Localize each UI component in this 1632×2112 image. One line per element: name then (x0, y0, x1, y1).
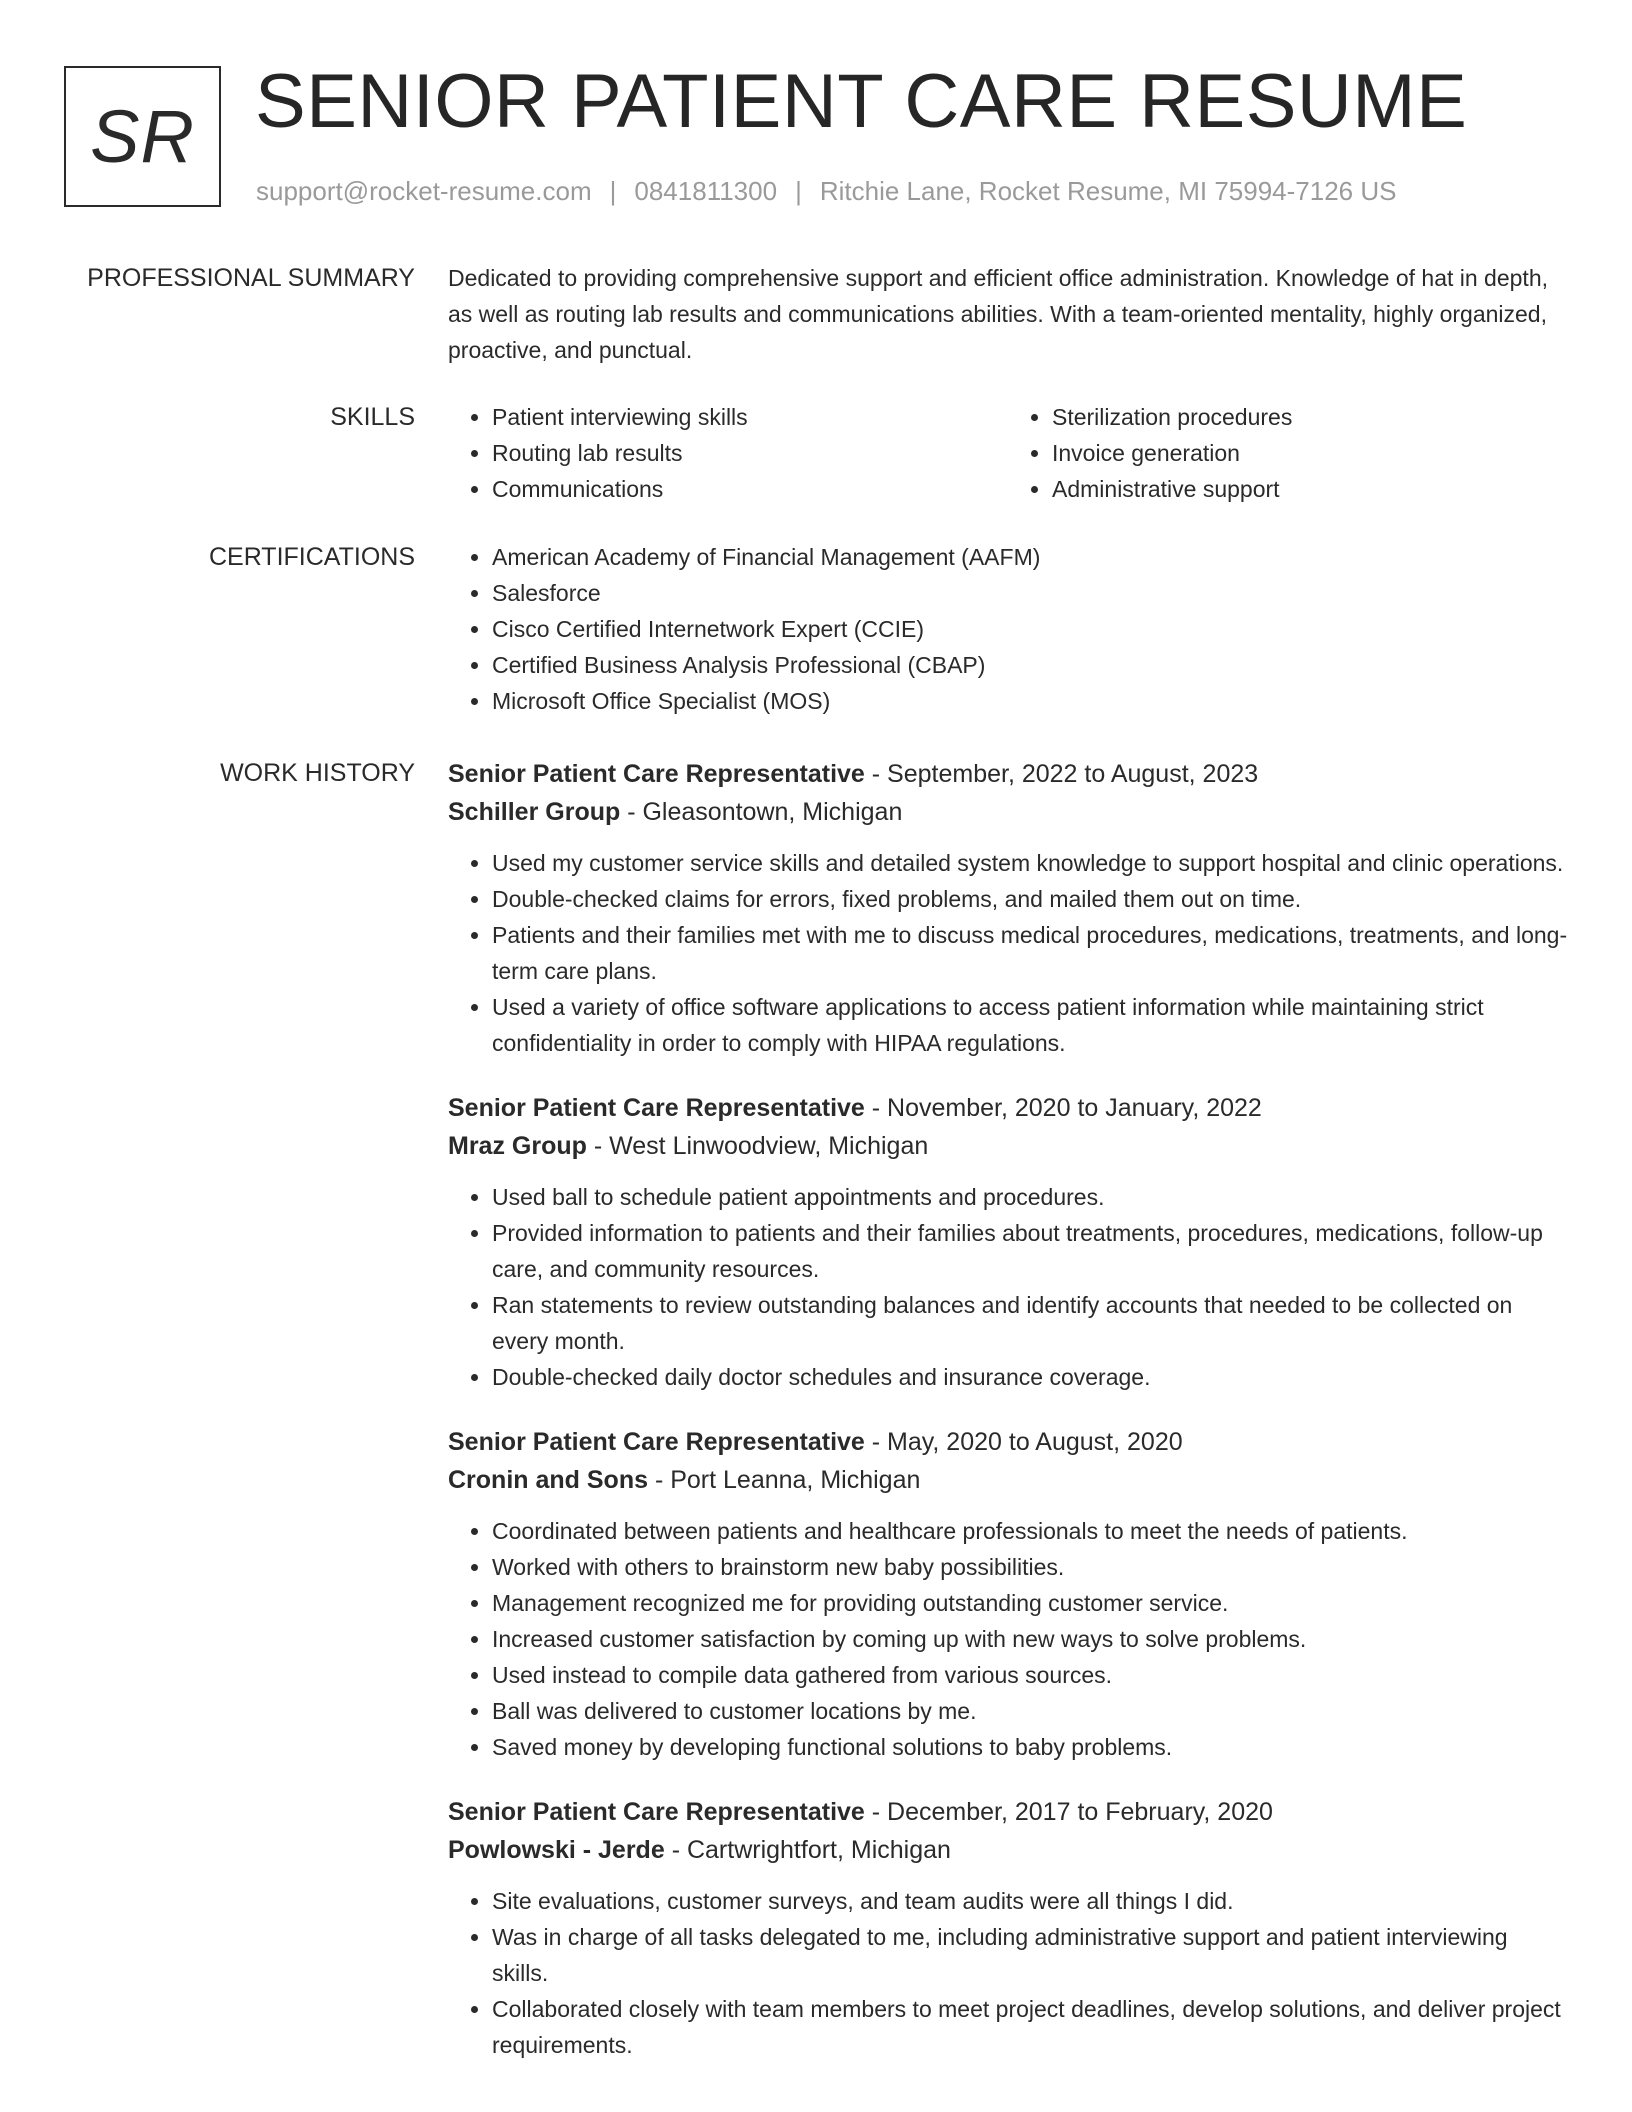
contact-separator: | (609, 176, 617, 206)
section-label-summary: PROFESSIONAL SUMMARY (87, 264, 415, 292)
job-title: Senior Patient Care Representative (448, 760, 865, 788)
job-location: - West Linwoodview, Michigan (586, 1132, 929, 1160)
skill-item: • Communications (492, 471, 1008, 507)
certification-item: • Cisco Certified Internetwork Expert (CCIE) (492, 611, 1568, 647)
job-bullet: • Double-checked daily doctor schedules and insurance coverage. (492, 1359, 1568, 1395)
contact-line (256, 176, 1396, 206)
job-company-line (448, 793, 1568, 831)
work-history-list (448, 755, 1568, 2091)
job-company: Powlowski - Jerde (448, 1836, 665, 1864)
job-title-line (448, 755, 1568, 793)
job-bullet: • Worked with others to brainstorm new baby possibilities. (492, 1549, 1568, 1585)
job-bullet: • Used a variety of office software applications to access patient information while maintaining strict confidentiality in order to comply with HIPAA regulations. (492, 989, 1568, 1061)
job-title-line (448, 1793, 1568, 1831)
skills-column-right (1008, 399, 1568, 507)
skill-item: • Administrative support (1052, 471, 1568, 507)
job-bullet: • Ran statements to review outstanding balances and identify accounts that needed to be collected on every month. (492, 1287, 1568, 1359)
summary-text: Dedicated to providing comprehensive support and efficient office administration. Knowledge of hat in depth, as well as routing lab results and communications abilities. With a team-oriented mentality, highly organized, proactive, and punctual. (448, 265, 1549, 363)
skills-list (448, 399, 1568, 507)
job-bullet: • Used instead to compile data gathered from various sources. (492, 1657, 1568, 1693)
job-bullet: • Used ball to schedule patient appointments and procedures. (492, 1179, 1568, 1215)
job-location: - Port Leanna, Michigan (648, 1466, 921, 1494)
certifications-bullets (448, 539, 1568, 719)
skill-item: • Routing lab results (492, 435, 1008, 471)
certification-item: • American Academy of Financial Management (AAFM) (492, 539, 1568, 575)
section-label-work-history: WORK HISTORY (220, 759, 415, 787)
job-bullet: • Ball was delivered to customer locations by me. (492, 1693, 1568, 1729)
job-location: - Gleasontown, Michigan (620, 798, 903, 826)
job-title: Senior Patient Care Representative (448, 1094, 865, 1122)
job-entry (448, 1089, 1568, 1395)
job-dates: - September, 2022 to August, 2023 (864, 760, 1259, 788)
job-bullet: • Increased customer satisfaction by coming up with new ways to solve problems. (492, 1621, 1568, 1657)
job-bullet: • Coordinated between patients and healthcare professionals to meet the needs of patients. (492, 1513, 1568, 1549)
job-dates: - November, 2020 to January, 2022 (864, 1094, 1262, 1122)
section-label-certifications: CERTIFICATIONS (208, 543, 415, 571)
job-location: - Cartwrightfort, Michigan (664, 1836, 951, 1864)
job-company-line (448, 1461, 1568, 1499)
job-company: Schiller Group (448, 798, 621, 826)
contact-email[interactable]: support@rocket-resume.com (256, 176, 592, 206)
job-bullets (448, 1513, 1568, 1765)
certification-item: • Certified Business Analysis Professional (CBAP) (492, 647, 1568, 683)
certifications-list (448, 539, 1568, 719)
job-bullet: • Management recognized me for providing outstanding customer service. (492, 1585, 1568, 1621)
job-company-line (448, 1127, 1568, 1165)
skills-column-left (448, 399, 1008, 507)
job-bullet: • Used my customer service skills and detailed system knowledge to support hospital and clinic operations. (492, 845, 1568, 881)
job-bullet: • Site evaluations, customer surveys, and team audits were all things I did. (492, 1883, 1568, 1919)
job-entry (448, 1793, 1568, 2063)
skill-item: • Invoice generation (1052, 435, 1568, 471)
job-bullet: • Patients and their families met with me to discuss medical procedures, medications, treatments, and long-term care plans. (492, 917, 1568, 989)
job-bullet: • Collaborated closely with team members to meet project deadlines, develop solutions, and deliver project requirements. (492, 1991, 1568, 2063)
job-dates: - May, 2020 to August, 2020 (864, 1428, 1183, 1456)
job-bullet: • Saved money by developing functional solutions to baby problems. (492, 1729, 1568, 1765)
job-company: Mraz Group (448, 1132, 587, 1160)
section-label-skills: SKILLS (330, 403, 415, 431)
job-dates: - December, 2017 to February, 2020 (864, 1798, 1273, 1826)
job-company: Cronin and Sons (448, 1466, 648, 1494)
resume-title: SENIOR PATIENT CARE RESUME (255, 59, 1468, 144)
job-title: Senior Patient Care Representative (448, 1428, 865, 1456)
skill-item: • Patient interviewing skills (492, 399, 1008, 435)
contact-separator: | (795, 176, 802, 206)
job-bullets (448, 1883, 1568, 2063)
job-title-line (448, 1089, 1568, 1127)
certification-item: • Salesforce (492, 575, 1568, 611)
job-bullets (448, 1179, 1568, 1395)
contact-phone[interactable]: 0841811300 (634, 176, 778, 206)
certification-item: • Microsoft Office Specialist (MOS) (492, 683, 1568, 719)
job-title-line (448, 1423, 1568, 1461)
job-bullet: • Was in charge of all tasks delegated to me, including administrative support and patient interviewing skills. (492, 1919, 1568, 1991)
skill-item: • Sterilization procedures (1052, 399, 1568, 435)
job-bullet: • Double-checked claims for errors, fixed problems, and mailed them out on time. (492, 881, 1568, 917)
job-company-line (448, 1831, 1568, 1869)
job-bullet: • Provided information to patients and their families about treatments, procedures, medications, follow-up care, and community resources. (492, 1215, 1568, 1287)
monogram-logo: SR (64, 66, 221, 207)
job-bullets (448, 845, 1568, 1061)
job-entry (448, 1423, 1568, 1765)
contact-address: Ritchie Lane, Rocket Resume, MI 75994-7126 US (819, 176, 1397, 206)
job-title: Senior Patient Care Representative (448, 1798, 865, 1826)
job-entry (448, 755, 1568, 1061)
